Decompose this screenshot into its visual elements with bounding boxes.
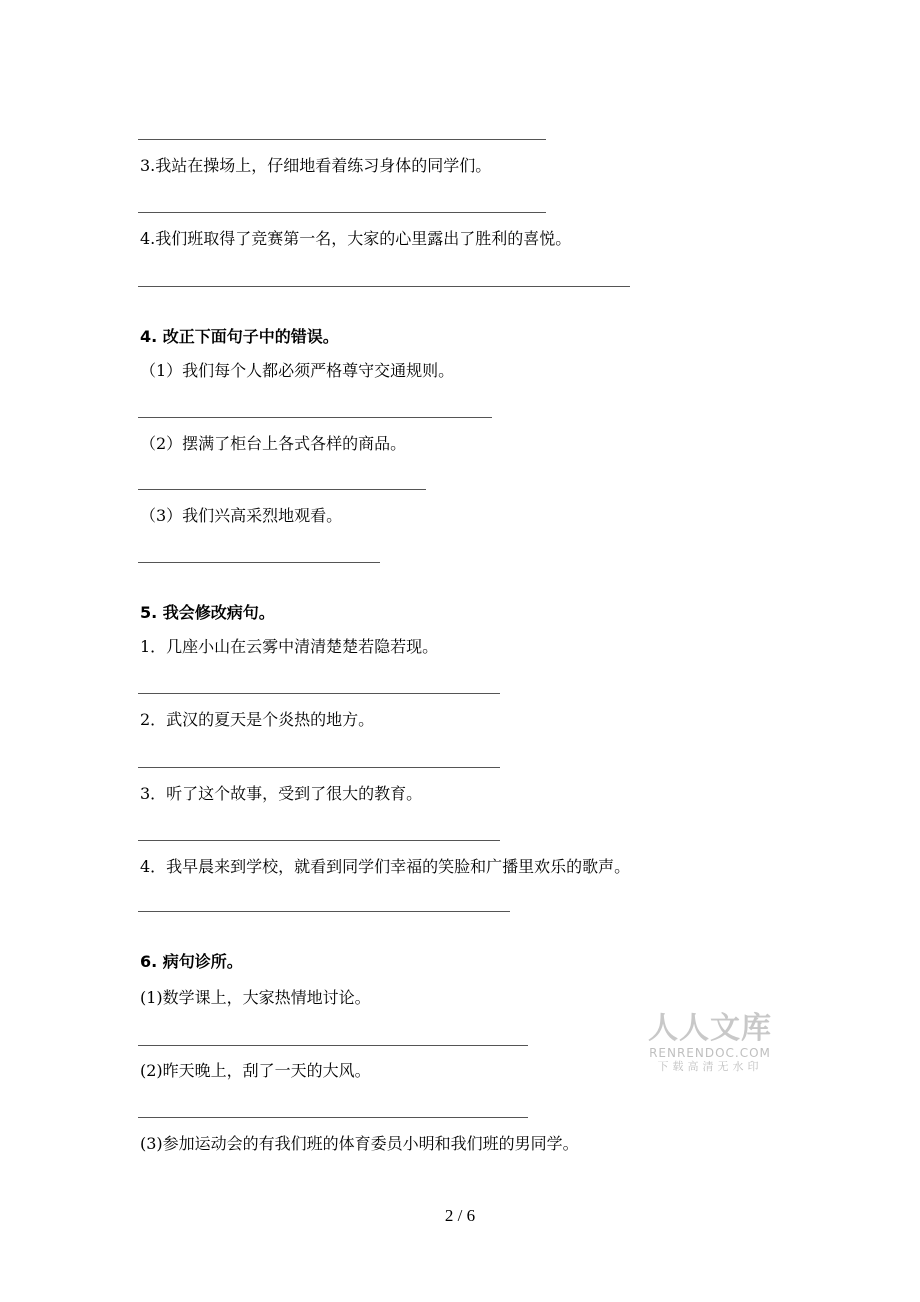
answer-line[interactable] [138,911,510,912]
question-item: （1）我们每个人都必须严格尊守交通规则。 [140,361,455,380]
question-item: (1)数学课上，大家热情地讨论。 [140,988,371,1007]
watermark-title: 人人文库 [648,1011,772,1046]
section-heading: 4. 改正下面句子中的错误。 [140,327,339,346]
answer-line[interactable] [138,767,500,768]
answer-line[interactable] [138,212,546,213]
page-number: 2 / 6 [444,1206,476,1225]
section-heading: 5. 我会修改病句。 [140,603,275,622]
watermark-tagline: 下载高清无水印 [657,1060,763,1073]
answer-line[interactable] [138,693,500,694]
answer-line[interactable] [138,286,630,287]
answer-line[interactable] [138,562,380,563]
question-item: 3．听了这个故事，受到了很大的教育。 [140,784,423,803]
answer-line[interactable] [138,840,500,841]
question-item: (2)昨天晚上，刮了一天的大风。 [140,1061,371,1080]
watermark [648,1012,772,1074]
answer-line[interactable] [138,139,546,140]
watermark-url: RENRENDOC.COM [649,1046,771,1060]
question-item: 4．我早晨来到学校，就看到同学们幸福的笑脸和广播里欢乐的歌声。 [140,857,631,876]
question-item: (3)参加运动会的有我们班的体育委员小明和我们班的男同学。 [140,1134,579,1153]
question-item: 1．几座小山在云雾中清清楚楚若隐若现。 [140,637,439,656]
question-item: 3.我站在操场上，仔细地看着练习身体的同学们。 [140,156,492,175]
answer-line[interactable] [138,1045,528,1046]
answer-line[interactable] [138,417,492,418]
answer-line[interactable] [138,1117,528,1118]
answer-line[interactable] [138,489,426,490]
question-item: 4.我们班取得了竞赛第一名，大家的心里露出了胜利的喜悦。 [140,229,572,248]
question-item: （2）摆满了柜台上各式各样的商品。 [140,434,407,453]
section-heading: 6. 病句诊所。 [140,952,243,971]
question-item: （3）我们兴高采烈地观看。 [140,506,343,525]
question-item: 2．武汉的夏天是个炎热的地方。 [140,710,375,729]
